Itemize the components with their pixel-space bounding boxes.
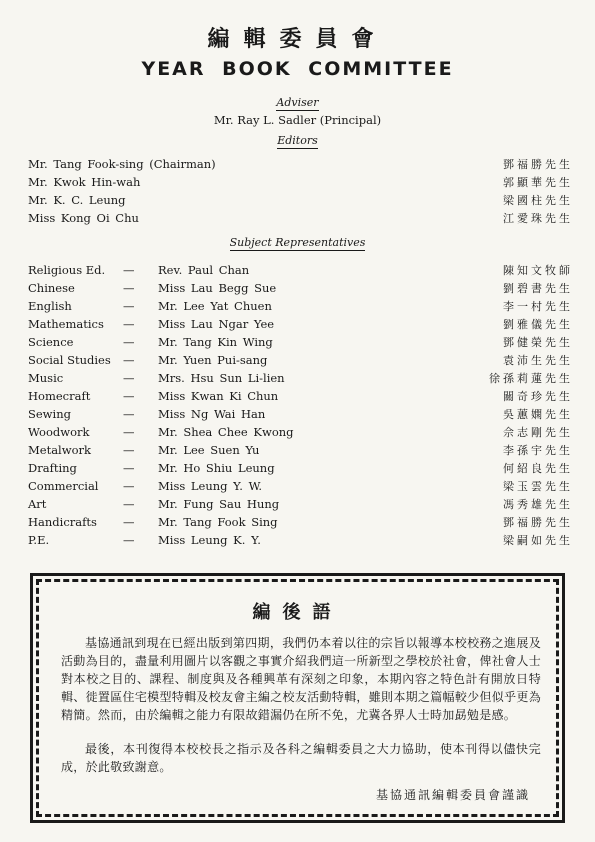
rep-row [28, 334, 573, 351]
rep-subject: Art [28, 497, 47, 511]
rep-subject: Woodwork [28, 425, 90, 439]
rep-row [28, 316, 573, 333]
rep-name-zh: 李一村先生 [503, 300, 573, 313]
rep-row [28, 298, 573, 315]
rep-name: Mr. Fung Sau Hung [158, 497, 280, 511]
rep-name-zh: 陳知文牧師 [503, 264, 573, 277]
rep-name-zh: 劉碧書先生 [503, 282, 573, 295]
rep-name-zh: 梁嗣如先生 [503, 534, 573, 547]
editor-name-zh: 梁國柱先生 [503, 194, 573, 207]
rep-name: Miss Leung Y. W. [158, 479, 263, 493]
rep-row [28, 352, 573, 369]
rep-dash: — [123, 299, 135, 313]
rep-row [28, 406, 573, 423]
rep-subject: Science [28, 335, 74, 349]
rep-dash: — [123, 533, 135, 547]
afterword-box [30, 573, 565, 823]
rep-subject: Commercial [28, 479, 99, 493]
rep-name-zh: 鄧健榮先生 [503, 336, 573, 349]
rep-name: Mr. Lee Suen Yu [158, 443, 260, 457]
editor-name-zh: 鄧福勝先生 [503, 158, 573, 171]
editor-name: Mr. Kwok Hin-wah [28, 175, 141, 189]
editor-name-zh: 郭顯華先生 [503, 176, 573, 189]
rep-dash: — [123, 497, 135, 511]
rep-row [28, 424, 573, 441]
rep-subject: English [28, 299, 72, 313]
rep-name: Mr. Tang Fook Sing [158, 515, 278, 529]
rep-dash: — [123, 443, 135, 457]
rep-row [28, 460, 573, 477]
rep-dash: — [123, 515, 135, 529]
editor-row [28, 210, 573, 227]
rep-name: Mr. Ho Shiu Leung [158, 461, 275, 475]
rep-subject: Drafting [28, 461, 77, 475]
rep-name: Miss Ng Wai Han [158, 407, 266, 421]
subject-reps-heading [0, 236, 595, 249]
rep-dash: — [123, 263, 135, 277]
rep-name-zh: 佘志剛先生 [503, 426, 573, 439]
rep-name: Mr. Lee Yat Chuen [158, 299, 272, 313]
rep-subject: Chinese [28, 281, 75, 295]
rep-dash: — [123, 335, 135, 349]
editor-name: Miss Kong Oi Chu [28, 211, 139, 225]
afterword-title: 編後語 [252, 602, 343, 623]
editor-row [28, 192, 573, 209]
title-english: YEAR BOOK COMMITTEE [141, 58, 454, 80]
editor-name-zh: 江愛珠先生 [503, 212, 573, 225]
rep-name: Mrs. Hsu Sun Li-lien [158, 371, 285, 385]
rep-row [28, 514, 573, 531]
afterword-paragraph-1: 基協通訊到現在已經出版到第四期，我們仍本着以往的宗旨以報導本校校務之進展及活動為目的，盡量利用圖片以客觀之事實介紹我們這一所新型之學校於社會，俾社會人士對本校之目的、課程、制度與及各種興革有深刻之印象，本期內容之特色計有開放日特輯、徙置區住宅模型特輯及校友會主編之校友活動特輯，雖則本期之篇幅較少但似乎更為精簡。然而，由於編輯之能力有限故錯漏仍在所不免，尤冀各界人士時加勗勉是感。 [61, 636, 541, 722]
rep-dash: — [123, 407, 135, 421]
rep-name: Mr. Tang Kin Wing [158, 335, 273, 349]
rep-name: Miss Leung K. Y. [158, 533, 261, 547]
rep-name-zh: 吳蕙嫻先生 [503, 408, 573, 421]
title-chinese: 編輯委員會 [207, 26, 388, 52]
rep-dash: — [123, 317, 135, 331]
editor-name: Mr. K. C. Leung [28, 193, 126, 207]
editor-row [28, 174, 573, 191]
rep-subject: P.E. [28, 533, 50, 547]
rep-name-zh: 李孫宇先生 [503, 444, 573, 457]
rep-subject: Metalwork [28, 443, 91, 457]
rep-row [28, 262, 573, 279]
rep-dash: — [123, 389, 135, 403]
rep-row [28, 280, 573, 297]
rep-name: Mr. Yuen Pui-sang [158, 353, 268, 367]
adviser-heading [0, 96, 595, 109]
rep-name: Miss Lau Begg Sue [158, 281, 277, 295]
rep-dash: — [123, 353, 135, 367]
rep-name-zh: 劉雅儀先生 [503, 318, 573, 331]
rep-dash: — [123, 461, 135, 475]
rep-row [28, 532, 573, 549]
rep-name: Mr. Shea Chee Kwong [158, 425, 294, 439]
adviser-heading-text: Adviser [276, 96, 319, 109]
editors-heading-text: Editors [277, 134, 318, 147]
rep-name-zh: 鄧福勝先生 [503, 516, 573, 529]
rep-row [28, 442, 573, 459]
rep-dash: — [123, 371, 135, 385]
editors-heading [0, 134, 595, 147]
rep-name: Miss Kwan Ki Chun [158, 389, 279, 403]
rep-dash: — [123, 425, 135, 439]
afterword-paragraph-2: 最後，本刊復得本校校長之指示及各科之編輯委員之大力協助，使本刊得以儘快完成，於此敬致謝意。 [61, 742, 541, 774]
rep-name-zh: 袁沛生先生 [503, 354, 573, 367]
rep-name-zh: 馮秀雄先生 [503, 498, 573, 511]
editor-row [28, 156, 573, 173]
rep-name-zh: 關奇珍先生 [503, 390, 573, 403]
rep-dash: — [123, 479, 135, 493]
rep-subject: Social Studies [28, 353, 111, 367]
rep-subject: Homecraft [28, 389, 91, 403]
rep-subject: Sewing [28, 407, 71, 421]
rep-name-zh: 何紹良先生 [503, 462, 573, 475]
rep-name: Miss Lau Ngar Yee [158, 317, 275, 331]
rep-subject: Mathematics [28, 317, 104, 331]
adviser-name: Mr. Ray L. Sadler (Principal) [213, 113, 382, 127]
rep-subject: Religious Ed. [28, 263, 106, 277]
rep-row [28, 478, 573, 495]
rep-subject: Handicrafts [28, 515, 97, 529]
rep-name: Rev. Paul Chan [158, 263, 250, 277]
rep-row [28, 388, 573, 405]
rep-row [28, 496, 573, 513]
afterword-signature: 基協通訊編輯委員會謹識 [375, 788, 530, 802]
rep-name-zh: 梁玉雲先生 [503, 480, 573, 493]
rep-subject: Music [28, 371, 64, 385]
subject-reps-heading-text: Subject Representatives [229, 236, 366, 249]
editor-name: Mr. Tang Fook-sing (Chairman) [28, 157, 216, 171]
rep-row [28, 370, 573, 387]
rep-dash: — [123, 281, 135, 295]
rep-name-zh: 徐孫莉蓮先生 [489, 372, 573, 385]
